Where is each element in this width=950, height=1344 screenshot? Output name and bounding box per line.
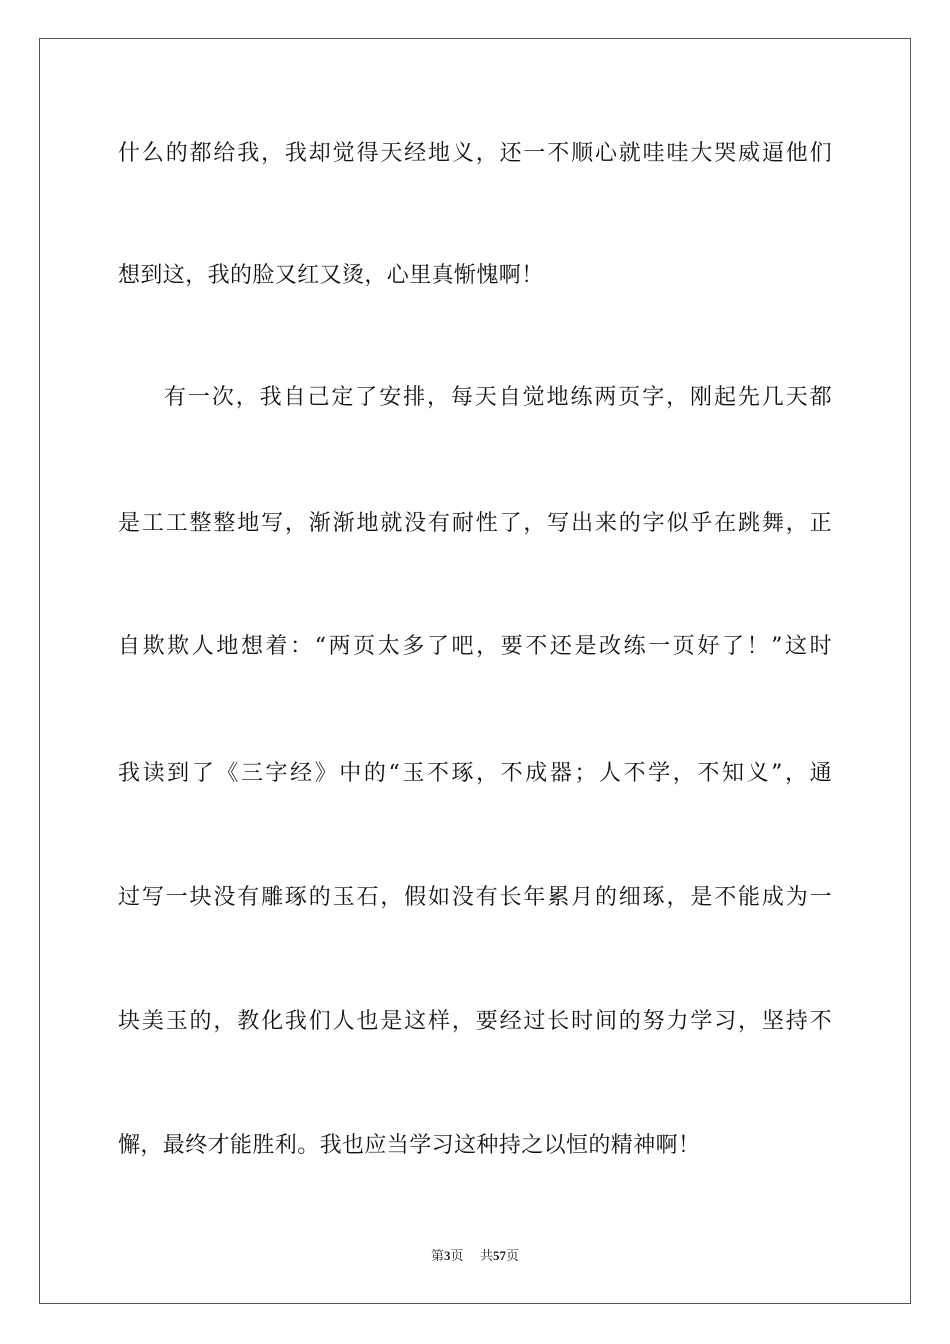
footer-current-page: 3 <box>443 1248 451 1263</box>
footer-page-prefix: 第 <box>430 1249 444 1264</box>
paragraph-line-9: 懈，最终才能胜利。我也应当学习这种持之以恒的精神啊！ <box>118 1133 701 1158</box>
paragraph-line-6: 我读到了《三字经》中的“玉不琢，不成器；人不学，不知义”，通 <box>118 761 832 786</box>
paragraph-line-2: 想到这，我的脸又红又烫，心里真惭愧啊！ <box>118 263 544 288</box>
page-footer <box>0 1247 950 1266</box>
paragraph-line-1: 什么的都给我，我却觉得天经地义，还一不顺心就哇哇大哭威逼他们 <box>118 141 832 166</box>
footer-total-prefix: 共 <box>480 1249 494 1264</box>
paragraph-line-3: 有一次，我自己定了安排，每天自觉地练两页字，刚起先几天都 <box>164 385 832 410</box>
paragraph-line-8: 块美玉的，教化我们人也是这样，要经过长时间的努力学习，坚持不 <box>118 1009 832 1034</box>
paragraph-line-7: 过写一块没有雕琢的玉石，假如没有长年累月的细琢，是不能成为一 <box>118 885 832 910</box>
paragraph-line-4: 是工工整整地写，渐渐地就没有耐性了，写出来的字似乎在跳舞，正 <box>118 511 832 536</box>
page-border <box>39 38 911 1304</box>
footer-total-pages: 57 <box>493 1248 507 1263</box>
footer-total-suffix: 页 <box>506 1249 520 1264</box>
footer-page-suffix: 页 <box>450 1249 464 1264</box>
paragraph-line-5: 自欺欺人地想着：“两页太多了吧，要不还是改练一页好了！”这时 <box>118 634 832 659</box>
